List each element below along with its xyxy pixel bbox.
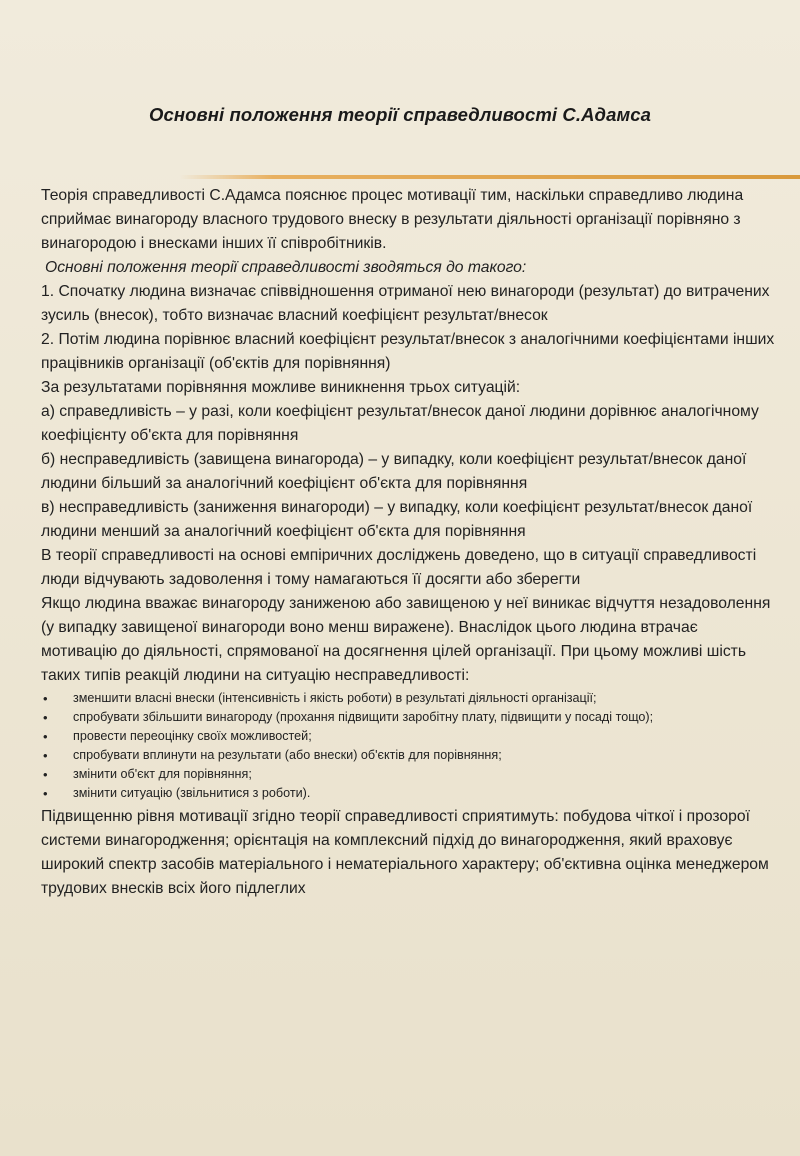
empirical-paragraph: В теорії справедливості на основі емпіричних досліджень доведено, що в ситуації справедливості люди відчувають задоволення і тому намагаються її досягти або зберегти — [41, 547, 757, 588]
conclusion-paragraph: Підвищенню рівня мотивації згідно теорії справедливості сприятимуть: побудова чіткої і прозорої системи винагородження; орієнтація на комплексний підхід до винагородження, який враховує широкий спектр засобів матеріального і нематеріального характеру; об'єктивна оцінка менеджером трудових внесків всіх його підлеглих — [41, 808, 769, 897]
point-2: 2. Потім людина порівнює власний коефіцієнт результат/внесок з аналогічними коефіцієнтами інших працівників організації (об'єктів для порівняння) — [41, 331, 775, 372]
slide-title: Основні положення теорії справедливості С.Адамса — [148, 104, 652, 125]
list-item: • змінити об'єкт для порівняння; — [41, 765, 776, 784]
situation-c: в) несправедливість (заниження винагороди) – у випадку, коли коефіцієнт результат/внесок даної людини менший за аналогічний коефіцієнт об'єкта для порівняння — [41, 499, 753, 540]
list-item: • спробувати вплинути на результати (або внески) об'єктів для порівняння; — [41, 746, 776, 765]
dissatisfaction-paragraph: Якщо людина вважає винагороду заниженою або завищеною у неї виникає відчуття незадоволення (у випадку завищеної винагороди воно менш виражене). Внаслідок цього людина втрачає мотивацію до діяльності, спрямованої на досягнення цілей організації. При цьому можливі шість таких типів реакцій людини на ситуацію несправедливості: — [41, 595, 771, 684]
situation-b: б) несправедливість (завищена винагорода) – у випадку, коли коефіцієнт результат/внесок даної людини більший за аналогічний коефіцієнт об'єкта для порівняння — [41, 451, 747, 492]
title-divider — [180, 175, 800, 179]
list-item: • зменшити власні внески (інтенсивність і якість роботи) в результаті діяльності організації; — [41, 689, 776, 708]
reactions-list — [41, 688, 776, 805]
subheading: Основні положення теорії справедливості зводяться до такого: — [45, 259, 527, 276]
list-item: • змінити ситуацію (звільнитися з роботи). — [41, 784, 776, 803]
slide-body — [41, 184, 776, 901]
list-item: • провести переоцінку своїх можливостей; — [41, 727, 776, 746]
situation-a: а) справедливість – у разі, коли коефіцієнт результат/внесок даної людини дорівнює аналогічному коефіцієнту об'єкта для порівняння — [41, 403, 759, 444]
situations-intro: За результатами порівняння можливе виникнення трьох ситуацій: — [41, 379, 521, 396]
intro-paragraph: Теорія справедливості С.Адамса пояснює процес мотивації тим, наскільки справедливо людина сприймає винагороду власного трудового внеску в результати діяльності організації порівняно з винагородою і внесками інших її співробітників. — [41, 187, 744, 252]
list-item: • спробувати збільшити винагороду (прохання підвищити заробітну плату, підвищити у посаді тощо); — [41, 708, 776, 727]
point-1: 1. Спочатку людина визначає співвідношення отриманої нею винагороди (результат) до витрачених зусиль (внесок), тобто визначає власний коефіцієнт результат/внесок — [41, 283, 770, 324]
